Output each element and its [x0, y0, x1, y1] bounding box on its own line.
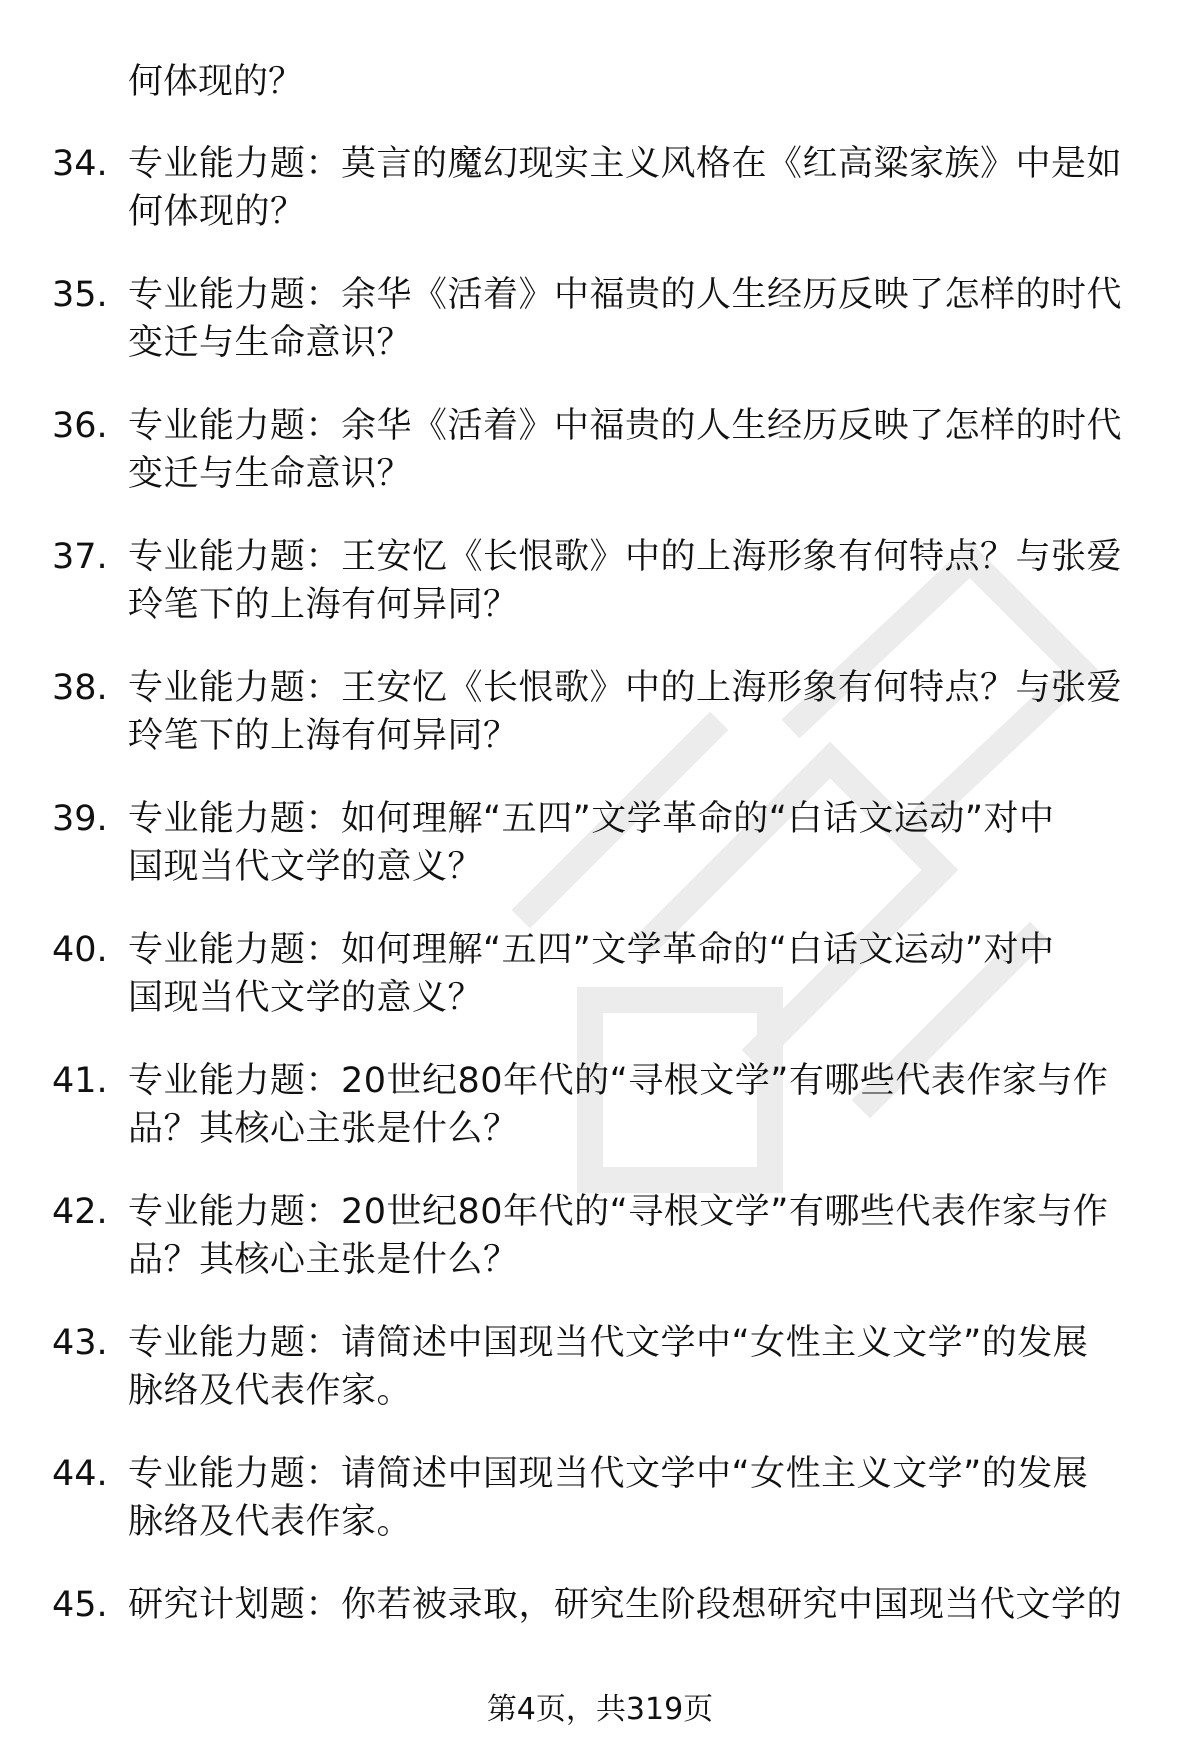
question-item [0, 795, 1200, 926]
question-text-line: 研究计划题：你若被录取，研究生阶段想研究中国现当代文学的 [128, 1585, 1123, 1625]
question-number: 35. [52, 275, 108, 315]
question-number: 43. [52, 1323, 108, 1363]
question-text-line: 专业能力题：莫言的魔幻现实主义风格在《红高粱家族》中是如 [128, 144, 1123, 184]
question-number: 45. [52, 1585, 108, 1625]
question-text-line: 何体现的？ [128, 192, 306, 232]
question-number: 40. [52, 930, 108, 970]
question-text-line: 品？其核心主张是什么？ [128, 1109, 519, 1149]
question-item [0, 271, 1200, 402]
question-number: 38. [52, 668, 108, 708]
question-number: 34. [52, 144, 108, 184]
question-text-line: 变迁与生命意识？ [128, 454, 413, 494]
question-item [0, 402, 1200, 533]
question-text [128, 1057, 1148, 1153]
question-text-line: 脉络及代表作家。 [128, 1371, 413, 1411]
question-text-line: 玲笔下的上海有何异同？ [128, 716, 519, 756]
question-text-line: 品？其核心主张是什么？ [128, 1240, 519, 1280]
question-text-line: 变迁与生命意识？ [128, 323, 413, 363]
question-text [128, 1188, 1148, 1284]
question-text-line: 专业能力题：请简述中国现当代文学中“女性主义文学”的发展 [128, 1454, 1089, 1494]
question-number: 37. [52, 537, 108, 577]
question-text [128, 795, 1148, 891]
question-item [0, 1057, 1200, 1188]
question-text-line: 专业能力题：20世纪80年代的“寻根文学”有哪些代表作家与作 [128, 1192, 1109, 1232]
question-text-line: 专业能力题：余华《活着》中福贵的人生经历反映了怎样的时代 [128, 275, 1123, 315]
question-text-line: 专业能力题：如何理解“五四”文学革命的“白话文运动”对中 [128, 930, 1055, 970]
question-item [0, 533, 1200, 664]
page-number-footer: 第4页，共319页 [486, 1692, 714, 1727]
question-number: 42. [52, 1192, 108, 1232]
question-text-line: 脉络及代表作家。 [128, 1502, 413, 1542]
question-text [128, 533, 1148, 629]
question-text [128, 402, 1148, 498]
question-item [0, 664, 1200, 795]
continued-question-text: 何体现的？ [128, 62, 304, 102]
question-list [0, 140, 1200, 1712]
question-item [0, 926, 1200, 1057]
question-item [0, 140, 1200, 271]
question-text [128, 1319, 1148, 1415]
question-text-line: 专业能力题：如何理解“五四”文学革命的“白话文运动”对中 [128, 799, 1055, 839]
question-text [128, 1450, 1148, 1546]
question-text-line: 专业能力题：王安忆《长恨歌》中的上海形象有何特点？与张爱 [128, 668, 1123, 708]
question-text [128, 1581, 1148, 1629]
question-text-line: 国现当代文学的意义？ [128, 847, 484, 887]
question-number: 41. [52, 1061, 108, 1101]
question-item [0, 1450, 1200, 1581]
question-text [128, 926, 1148, 1022]
question-text-line: 专业能力题：20世纪80年代的“寻根文学”有哪些代表作家与作 [128, 1061, 1109, 1101]
question-text [128, 140, 1148, 236]
question-number: 36. [52, 406, 108, 446]
question-item [0, 1188, 1200, 1319]
question-number: 39. [52, 799, 108, 839]
question-text [128, 664, 1148, 760]
question-text [128, 271, 1148, 367]
question-text-line: 专业能力题：王安忆《长恨歌》中的上海形象有何特点？与张爱 [128, 537, 1123, 577]
question-text-line: 玲笔下的上海有何异同？ [128, 585, 519, 625]
question-text-line: 国现当代文学的意义？ [128, 978, 484, 1018]
question-item [0, 1319, 1200, 1450]
question-text-line: 专业能力题：余华《活着》中福贵的人生经历反映了怎样的时代 [128, 406, 1123, 446]
question-text-line: 专业能力题：请简述中国现当代文学中“女性主义文学”的发展 [128, 1323, 1089, 1363]
question-number: 44. [52, 1454, 108, 1494]
